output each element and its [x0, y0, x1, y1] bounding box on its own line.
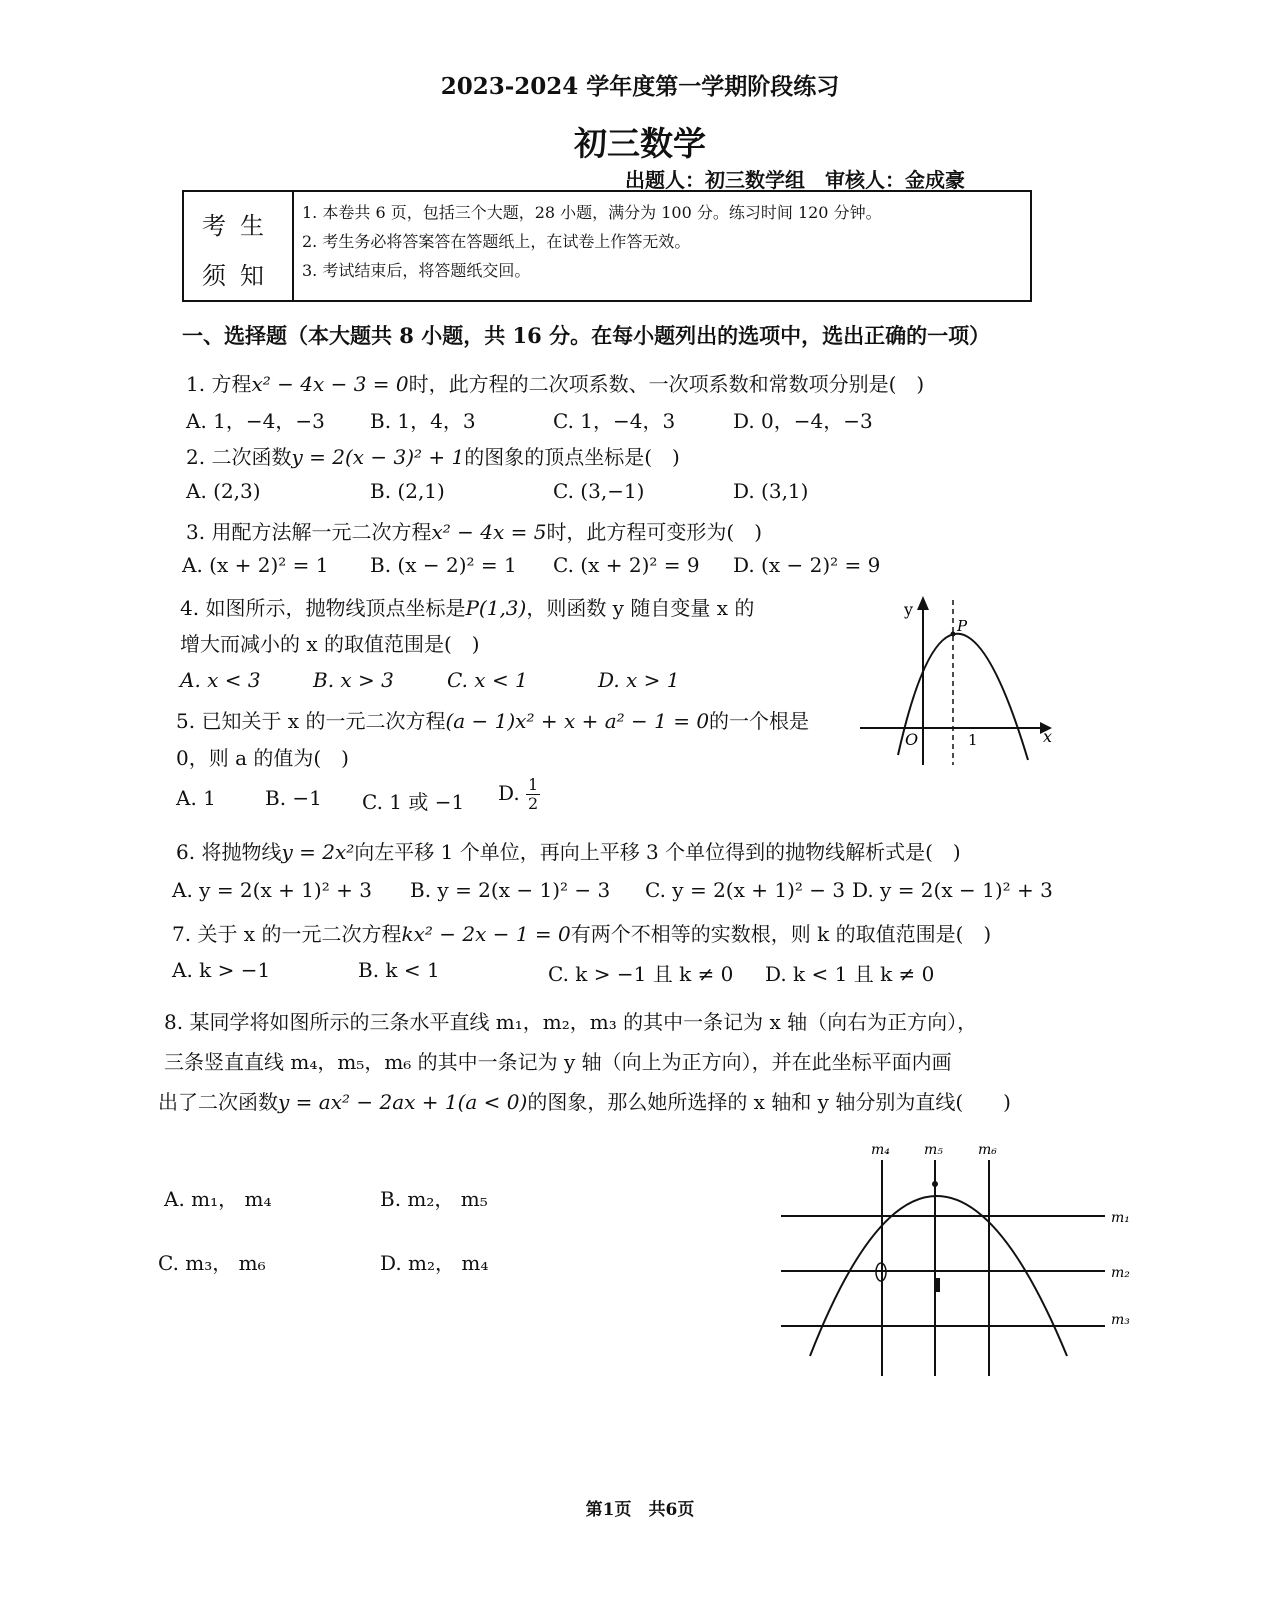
- option-a: A. y = 2(x + 1)² + 3: [172, 878, 372, 902]
- option-b: B. −1: [265, 786, 322, 810]
- equation: y = ax² − 2ax + 1(a < 0): [278, 1090, 528, 1114]
- equation: (a − 1)x² + x + a² − 1 = 0: [445, 709, 710, 733]
- question-text: 关于 x 的一元二次方程: [197, 922, 402, 946]
- option-a: A. k > −1: [172, 958, 271, 982]
- question-text: 某同学将如图所示的三条水平直线 m₁，m₂，m₃ 的其中一条记为 x 轴（向右为正方向），: [189, 1010, 978, 1034]
- question-4: [180, 592, 754, 621]
- notice-label-bottom: 须知: [202, 262, 278, 290]
- question-7: [172, 918, 991, 947]
- label-m4: m₄: [871, 1142, 890, 1158]
- question-5-line2: 0，则 a 的值为( ): [176, 746, 349, 770]
- option-c: C. 1，−4，3: [553, 409, 676, 433]
- option-c: C. 1 或 −1: [362, 790, 465, 814]
- vertex-label: P: [957, 617, 968, 635]
- equation: kx² − 2x − 1 = 0: [401, 922, 571, 946]
- question-6: [176, 836, 961, 865]
- question-number: 1.: [186, 372, 206, 396]
- question-number: 4.: [180, 596, 200, 620]
- author: 出题人：初三数学组: [625, 168, 805, 192]
- reviewer: 审核人：金成豪: [825, 168, 965, 192]
- question-text: 将抛物线: [201, 840, 282, 864]
- option-d: D. k < 1 且 k ≠ 0: [765, 962, 935, 986]
- question-text: 用配方法解一元二次方程: [211, 520, 432, 544]
- notice-item: 1. 本卷共 6 页，包括三个大题，28 小题，满分为 100 分。练习时间 120 分钟。: [302, 203, 882, 222]
- option-c: C. y = 2(x + 1)² − 3: [645, 878, 846, 902]
- q8-grid-figure: [775, 1138, 1155, 1388]
- equation: y = 2x²: [281, 840, 355, 864]
- question-number: 7.: [172, 922, 192, 946]
- label-m3: m₃: [1111, 1312, 1130, 1328]
- notice-item: 3. 考试结束后，将答题纸交回。: [302, 261, 531, 280]
- y-axis-label: y: [904, 600, 914, 619]
- fraction-numerator: 1: [528, 775, 539, 794]
- question-text: 时，此方程可变形为( ): [546, 520, 763, 544]
- equation: y = 2(x − 3)² + 1: [291, 445, 465, 469]
- option-a: A. 1，−4，−3: [186, 409, 325, 433]
- question-number: 3.: [186, 520, 206, 544]
- question-number: 8.: [164, 1010, 184, 1034]
- intersection-mark: [936, 1278, 940, 1292]
- question-number: 5.: [176, 709, 196, 733]
- section-heading: 一、选择题（本大题共 8 小题，共 16 分。在每小题列出的选项中，选出正确的一项）: [182, 323, 991, 348]
- exam-subject: 初三数学: [574, 124, 706, 163]
- option-b: B. y = 2(x − 1)² − 3: [410, 878, 611, 902]
- option-c: C. m₃， m₆: [158, 1251, 266, 1275]
- question-5: [176, 705, 809, 734]
- question-2: [186, 441, 680, 470]
- question-text: 向左平移 1 个单位，再向上平移 3 个单位得到的抛物线解析式是( ): [354, 840, 961, 864]
- question-text: 出了二次函数: [158, 1090, 278, 1114]
- question-text: 有两个不相等的实数根，则 k 的取值范围是( ): [570, 922, 992, 946]
- origin-label: O: [905, 730, 919, 749]
- exam-authors: [625, 164, 965, 193]
- option-b: B. 1，4，3: [370, 409, 476, 433]
- question-8: [164, 1006, 977, 1035]
- question-3: [186, 516, 762, 545]
- option-b: B. x > 3: [313, 668, 394, 692]
- vertex-point: [951, 632, 956, 637]
- fraction-denominator: 2: [528, 794, 539, 813]
- label-m2: m₂: [1111, 1265, 1130, 1281]
- option-d: D. (x − 2)² = 9: [733, 553, 881, 577]
- page-footer: 第1页 共6页: [585, 1500, 695, 1520]
- notice-item: 2. 考生务必将答案答在答题纸上，在试卷上作答无效。: [302, 232, 691, 251]
- notice-label: [184, 192, 294, 300]
- question-8-line3: [158, 1086, 1011, 1115]
- question-1: [186, 368, 924, 397]
- exam-title: 2023-2024 学年度第一学期阶段练习: [440, 73, 840, 100]
- question-text: 方程: [211, 372, 252, 396]
- option-d: D. (3,1): [733, 479, 809, 503]
- question-text: 已知关于 x 的一元二次方程: [201, 709, 446, 733]
- option-d: D. x > 1: [598, 668, 680, 692]
- x-axis-label: x: [1043, 727, 1053, 746]
- option-a: A. x < 3: [180, 668, 261, 692]
- question-text: 二次函数: [211, 445, 292, 469]
- equation: x² − 4x = 5: [431, 520, 547, 544]
- question-number: 6.: [176, 840, 196, 864]
- y-axis-arrow: [917, 596, 929, 610]
- option-b: B. (x − 2)² = 1: [370, 553, 517, 577]
- option-b: B. k < 1: [358, 958, 440, 982]
- question-4-line2: 增大而减小的 x 的取值范围是( ): [180, 632, 480, 656]
- question-text: 的图象的顶点坐标是( ): [464, 445, 680, 469]
- question-text: 时，此方程的二次项系数、一次项系数和常数项分别是( ): [408, 372, 925, 396]
- option-b: B. (2,1): [370, 479, 445, 503]
- option-a: A. 1: [176, 786, 216, 810]
- vertex-coordinate: P(1,3): [465, 596, 527, 620]
- option-c: C. (x + 2)² = 9: [553, 553, 700, 577]
- option-d: D. y = 2(x − 1)² + 3: [852, 878, 1053, 902]
- label-m5: m₅: [924, 1142, 943, 1158]
- tick-label: 1: [968, 731, 978, 749]
- option-a: A. (2,3): [186, 479, 261, 503]
- question-text: 的图象，那么她所选择的 x 轴和 y 轴分别为直线( ): [527, 1090, 1011, 1114]
- q4-parabola-figure: [860, 590, 1060, 770]
- notice-box: [182, 190, 1032, 302]
- question-text: 的一个根是: [709, 709, 810, 733]
- label-m6: m₆: [978, 1142, 997, 1158]
- parabola-curve: [810, 1196, 1067, 1356]
- option-d: [498, 776, 540, 813]
- option-d-prefix: D.: [498, 781, 520, 805]
- option-c: C. (3,−1): [553, 479, 645, 503]
- label-m1: m₁: [1111, 1210, 1130, 1226]
- question-number: 2.: [186, 445, 206, 469]
- option-c: C. k > −1 且 k ≠ 0: [548, 962, 734, 986]
- notice-label-top: 考生: [202, 212, 278, 240]
- equation: x² − 4x − 3 = 0: [251, 372, 409, 396]
- question-8-line2: 三条竖直直线 m₄，m₅，m₆ 的其中一条记为 y 轴（向上为正方向），并在此坐标平面内画: [164, 1050, 952, 1074]
- fraction: [526, 776, 540, 813]
- option-c: C. x < 1: [447, 668, 528, 692]
- option-d: D. m₂， m₄: [380, 1251, 489, 1275]
- option-a: A. (x + 2)² = 1: [182, 553, 329, 577]
- notice-items: [302, 198, 882, 285]
- question-text: 如图所示，抛物线顶点坐标是: [205, 596, 466, 620]
- option-a: A. m₁， m₄: [164, 1187, 272, 1211]
- question-text: ，则函数 y 随自变量 x 的: [526, 596, 755, 620]
- option-b: B. m₂， m₅: [380, 1187, 488, 1211]
- vertex-point: [932, 1181, 938, 1187]
- option-d: D. 0，−4，−3: [733, 409, 873, 433]
